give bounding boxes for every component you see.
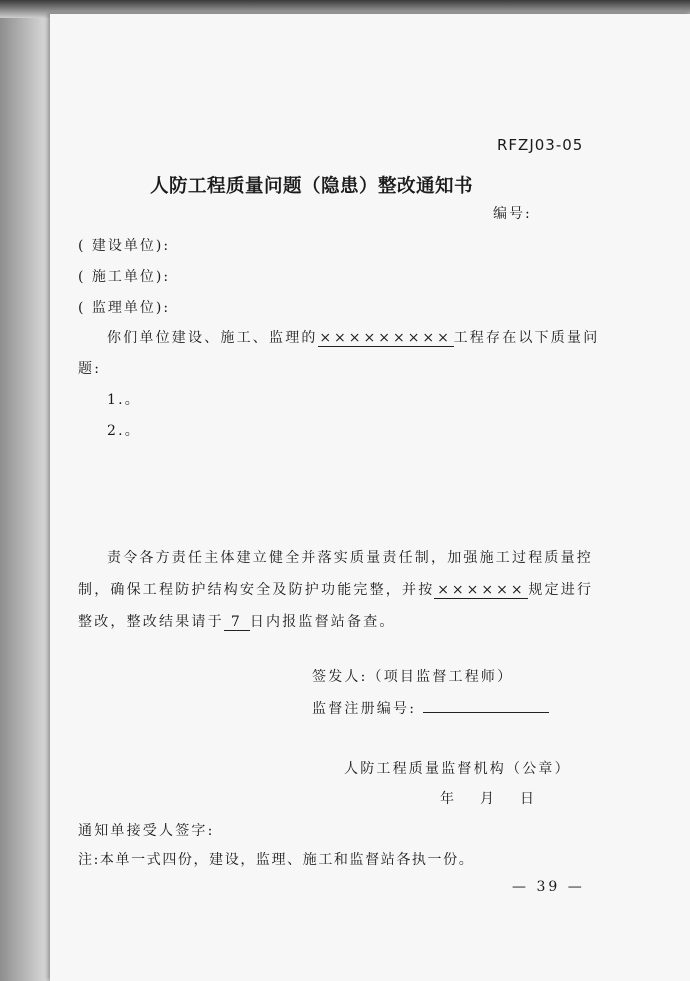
- issue-item-1: 1.。: [107, 392, 141, 408]
- project-name-blank: ×××××××××: [319, 330, 452, 346]
- intro-suffix: 工程存在以下质量问: [453, 330, 600, 346]
- order-paragraph-line1: 责令各方责任主体建立健全并落实质量责任制，加强施工过程质量控: [107, 550, 593, 566]
- regulation-blank: ××××××: [434, 582, 528, 599]
- intro-paragraph-line2: 题:: [78, 361, 102, 377]
- days-blank: 7: [224, 614, 250, 631]
- order-line3-suffix: 日内报监督站备查。: [249, 614, 396, 630]
- signer-label: 签发人:（项目监督工程师）: [312, 669, 514, 685]
- receiver-signature-label: 通知单接受人签字:: [78, 823, 215, 839]
- issue-item-2: 2.。: [107, 423, 141, 439]
- order-line2-prefix: 制，确保工程防护结构安全及防护功能完整，并按: [78, 582, 435, 598]
- page-number: — 39 —: [512, 879, 585, 895]
- order-line3-prefix: 整改，整改结果请于: [78, 614, 224, 630]
- party-construction-unit: ( 建设单位):: [78, 238, 171, 254]
- serial-number-label: 编号:: [493, 206, 532, 222]
- registration-number-row: [312, 698, 549, 718]
- party-supervision-unit: ( 监理单位):: [78, 300, 171, 316]
- order-line2-suffix: 规定进行: [528, 582, 594, 598]
- date-label: 年 月 日: [440, 791, 540, 807]
- order-paragraph-line2: [78, 579, 593, 599]
- intro-prefix: 你们单位建设、施工、监理的: [107, 330, 318, 346]
- registration-number-line: [423, 698, 549, 713]
- footnote: 注:本单一式四份，建设，监理、施工和监督站各执一份。: [78, 852, 475, 868]
- party-contractor-unit: ( 施工单位):: [78, 269, 171, 285]
- supervision-org-label: 人防工程质量监督机构（公章）: [344, 761, 571, 777]
- form-code: RFZJ03-05: [497, 136, 584, 154]
- order-paragraph-line3: [78, 611, 396, 631]
- intro-paragraph-line1: [107, 327, 599, 347]
- registration-number-label: 监督注册编号:: [312, 701, 417, 717]
- document-title: 人防工程质量问题（隐患）整改通知书: [150, 176, 474, 197]
